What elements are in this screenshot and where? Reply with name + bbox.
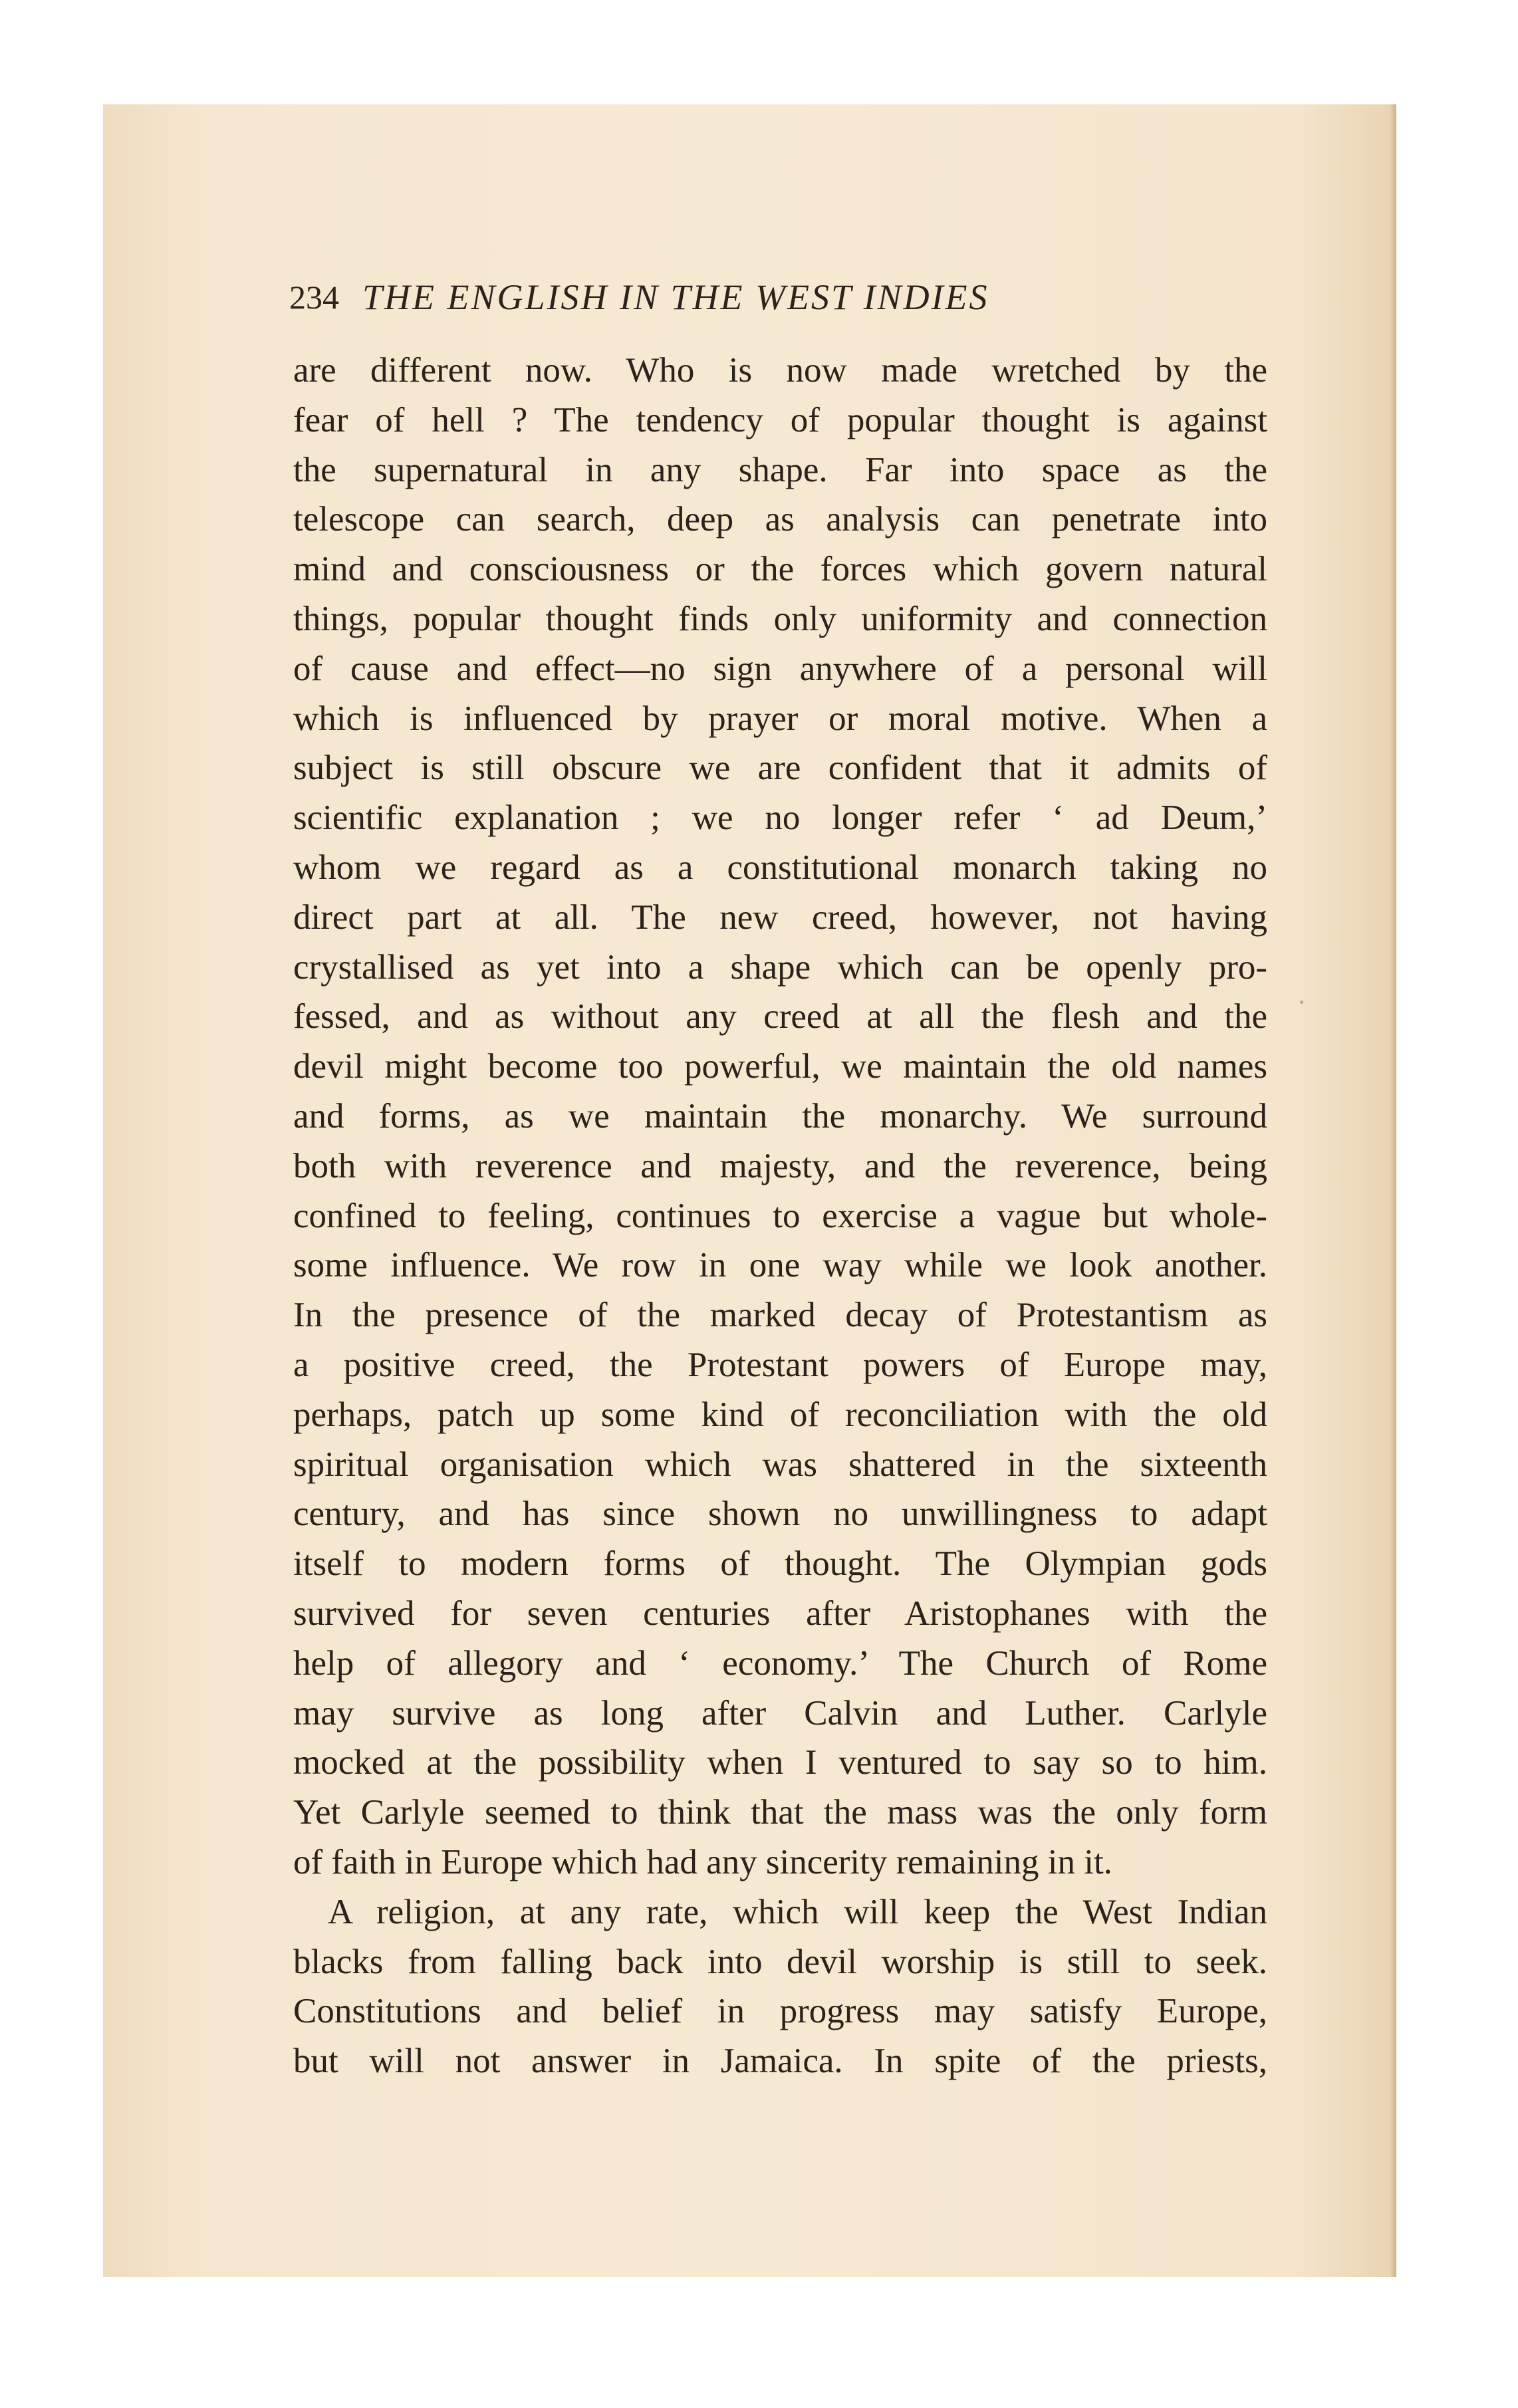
text-line: mocked at the possibility when I ventured to say so to him.: [293, 1743, 1267, 1782]
book-page: [103, 104, 1396, 2277]
running-title: THE ENGLISH IN THE WEST INDIES: [362, 277, 989, 317]
text-line: help of allegory and ‘ economy.’ The Church of Rome: [293, 1643, 1267, 1683]
page-number: 234: [289, 279, 339, 316]
text-line: a positive creed, the Protestant powers of Europe may,: [293, 1345, 1267, 1384]
text-line: of faith in Europe which had any sincerity remaining in it.: [293, 1842, 1112, 1881]
margin-speck: [1300, 1001, 1303, 1004]
text-line: direct part at all. The new creed, however, not having: [293, 898, 1267, 937]
text-line: fear of hell ? The tendency of popular thought is against: [293, 400, 1267, 439]
text-line: devil might become too powerful, we maintain the old names: [293, 1047, 1267, 1086]
text-line: may survive as long after Calvin and Luther. Carlyle: [293, 1693, 1267, 1733]
text-line: confined to feeling, continues to exercise a vague but whole-: [293, 1196, 1267, 1235]
text-line: perhaps, patch up some kind of reconciliation with the old: [293, 1395, 1267, 1434]
text-line: both with reverence and majesty, and the reverence, being: [293, 1146, 1267, 1185]
text-line: are different now. Who is now made wretched by the: [293, 351, 1267, 390]
text-line: of cause and effect—no sign anywhere of a personal will: [293, 649, 1267, 688]
text-line: century, and has since shown no unwillingness to adapt: [293, 1495, 1267, 1534]
text-line: mind and consciousness or the forces which govern natural: [293, 550, 1267, 589]
text-line: crystallised as yet into a shape which can be openly pro-: [293, 947, 1267, 987]
text-line: spiritual organisation which was shattered in the sixteenth: [293, 1445, 1267, 1484]
body-text: [293, 346, 1267, 2086]
text-line: some influence. We row in one way while we look another.: [293, 1246, 1267, 1285]
text-line: which is influenced by prayer or moral motive. When a: [293, 699, 1267, 738]
text-line: and forms, as we maintain the monarchy. We surround: [293, 1096, 1267, 1136]
text-line: the supernatural in any shape. Far into space as the: [293, 450, 1267, 489]
running-head: [289, 271, 1267, 324]
text-line: fessed, and as without any creed at all the flesh and the: [293, 997, 1267, 1036]
text-line: itself to modern forms of thought. The Olympian gods: [293, 1544, 1267, 1584]
text-line: A religion, at any rate, which will keep the West Indian: [328, 1892, 1267, 1931]
text-line: Constitutions and belief in progress may satisfy Europe,: [293, 1992, 1267, 2031]
text-line: Yet Carlyle seemed to think that the mass was the only form: [293, 1793, 1267, 1832]
text-line: things, popular thought finds only uniformity and connection: [293, 599, 1267, 638]
text-line: whom we regard as a constitutional monarch taking no: [293, 848, 1267, 887]
text-line: In the presence of the marked decay of Protestantism as: [293, 1296, 1267, 1335]
text-line: but will not answer in Jamaica. In spite of the priests,: [293, 2042, 1267, 2081]
text-line: telescope can search, deep as analysis can penetrate into: [293, 500, 1267, 539]
text-line: blacks from falling back into devil worship is still to seek.: [293, 1942, 1267, 1981]
page-edge-shadow: [1390, 104, 1396, 2277]
text-line: survived for seven centuries after Aristophanes with the: [293, 1594, 1267, 1633]
text-line: subject is still obscure we are confident that it admits of: [293, 749, 1267, 788]
text-line: scientific explanation ; we no longer refer ‘ ad Deum,’: [293, 798, 1267, 838]
